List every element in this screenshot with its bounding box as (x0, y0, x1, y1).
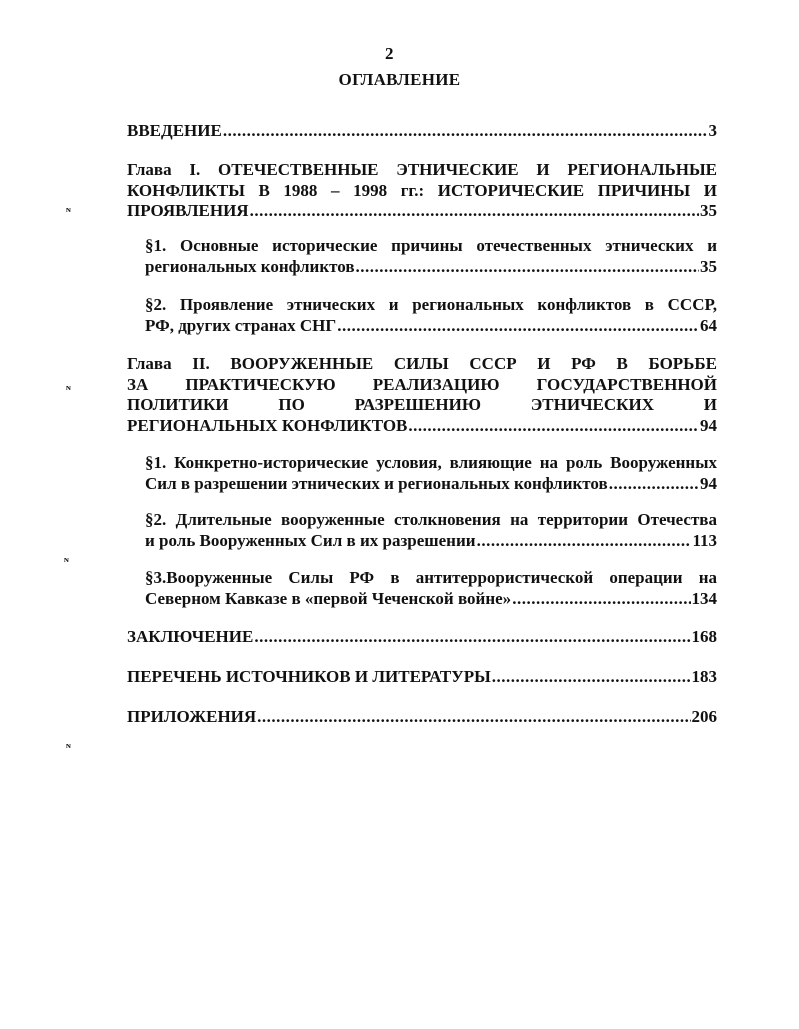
dot-leader (477, 531, 692, 552)
toc-entry[interactable] (145, 295, 717, 336)
toc-entry-line: Глава I. ОТЕЧЕСТВЕННЫЕ ЭТНИЧЕСКИЕ И РЕГИОНАЛЬНЫЕ (127, 160, 717, 179)
toc-entry[interactable] (145, 236, 717, 277)
toc-page-number: 94 (700, 473, 717, 493)
toc-entry-text: ПРИЛОЖЕНИЯ (127, 707, 257, 726)
toc-entry[interactable] (145, 453, 717, 494)
toc-entry[interactable] (127, 707, 717, 728)
toc-entry-last-line (127, 121, 717, 142)
toc-entry-text: региональных конфликтов (145, 256, 355, 276)
toc-page-number: 183 (691, 667, 717, 686)
toc-entry-text: РФ, других странах СНГ (145, 315, 337, 335)
dot-leader (512, 589, 690, 610)
toc-entry-line: §1. Конкретно-исторические условия, влияющие на роль Вооруженных (145, 453, 717, 472)
toc-title: ОГЛАВЛЕНИЕ (338, 70, 461, 89)
dot-leader (337, 316, 699, 337)
toc-entry-last-line (145, 531, 717, 552)
toc-entry[interactable] (145, 568, 717, 609)
toc-entry-line: §2. Длительные вооруженные столкновения на территории Отечества (145, 510, 717, 529)
toc-entry-last-line (127, 416, 717, 437)
toc-page-number: 168 (691, 627, 717, 646)
toc-entry-last-line (145, 474, 717, 495)
scan-artifact: ᴺ (66, 742, 71, 754)
toc-entry-text: ПЕРЕЧЕНЬ ИСТОЧНИКОВ И ЛИТЕРАТУРЫ (127, 667, 491, 686)
toc-entry-last-line (127, 667, 717, 688)
dot-leader (356, 257, 699, 278)
dot-leader (408, 416, 699, 437)
toc-page-number: 64 (700, 315, 717, 335)
dot-leader (609, 474, 699, 495)
toc-entry-text: ВВЕДЕНИЕ (127, 121, 222, 140)
toc-page-number: 35 (700, 201, 717, 220)
toc-entry-last-line (127, 201, 717, 222)
dot-leader (250, 201, 699, 222)
dot-leader (492, 667, 691, 688)
toc-entry-line: ЗА ПРАКТИЧЕСКУЮ РЕАЛИЗАЦИЮ ГОСУДАРСТВЕННОЙ (127, 374, 717, 394)
toc-entry-text: Сил в разрешении этнических и региональных конфликтов (145, 473, 608, 493)
toc-page-number: 206 (691, 707, 717, 726)
toc-page-number: 113 (692, 530, 717, 550)
toc-page-number: 35 (700, 256, 717, 276)
toc-entry-line: §3.Вооруженные Силы РФ в антитеррористической операции на (145, 568, 717, 587)
toc-entry[interactable] (127, 354, 717, 436)
page-number: 2 (385, 44, 394, 63)
toc-page-number: 134 (691, 588, 717, 608)
toc-entry-line: §2. Проявление этнических и региональных конфликтов в СССР, (145, 295, 717, 314)
toc-entry-last-line (127, 707, 717, 728)
toc-entry-text: и роль Вооруженных Сил в их разрешении (145, 530, 476, 550)
toc-entry-line: ПОЛИТИКИ ПО РАЗРЕШЕНИЮ ЭТНИЧЕСКИХ И (127, 395, 717, 414)
scan-artifact: ᴺ (66, 384, 71, 396)
toc-entry-line: Глава II. ВООРУЖЕННЫЕ СИЛЫ СССР И РФ В БОРЬБЕ (127, 354, 717, 373)
toc-entry[interactable] (127, 121, 717, 142)
toc-entry-text: Северном Кавказе в «первой Чеченской войне» (145, 588, 512, 608)
toc-entry-last-line (145, 257, 717, 278)
dot-leader (223, 121, 708, 142)
toc-entry[interactable] (127, 627, 717, 648)
toc-entry[interactable] (127, 160, 717, 222)
scan-artifact: ᴺ (64, 556, 69, 568)
dot-leader (254, 627, 690, 648)
toc-entry[interactable] (145, 510, 717, 551)
toc-entry[interactable] (127, 667, 717, 688)
toc-page-number: 3 (708, 121, 717, 140)
scan-artifact: ᴺ (66, 206, 71, 218)
dot-leader (257, 707, 690, 728)
toc-entry-text: ЗАКЛЮЧЕНИЕ (127, 627, 254, 646)
toc-entry-line: §1. Основные исторические причины отечественных этнических и (145, 236, 717, 255)
toc-page-number: 94 (700, 415, 717, 435)
toc-entry-text: ПРОЯВЛЕНИЯ (127, 201, 249, 220)
toc-entry-last-line (145, 316, 717, 337)
toc-entry-last-line (145, 589, 717, 610)
toc-entry-line: КОНФЛИКТЫ В 1988 – 1998 гг.: ИСТОРИЧЕСКИЕ ПРИЧИНЫ И (127, 180, 717, 200)
toc-entry-last-line (127, 627, 717, 648)
toc-entry-text: РЕГИОНАЛЬНЫХ КОНФЛИКТОВ (127, 415, 408, 435)
